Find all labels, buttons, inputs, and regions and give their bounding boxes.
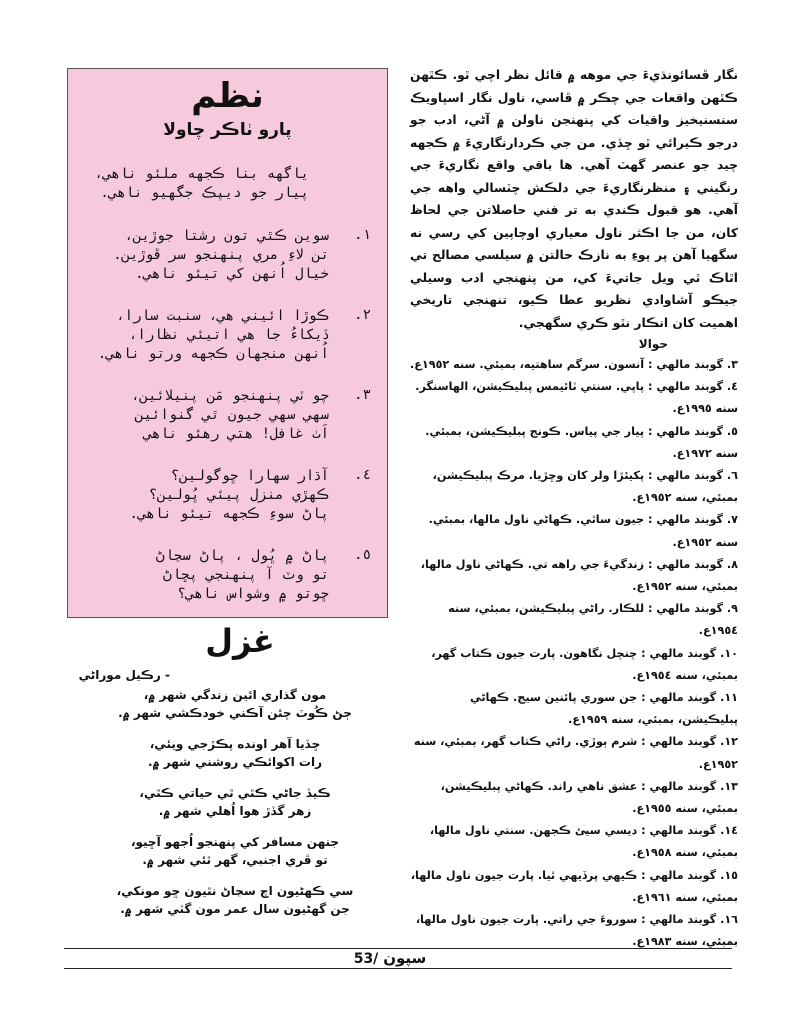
ghazal-couplet <box>110 686 360 722</box>
ghazal-couplet <box>110 882 360 918</box>
reference-item: ٩. گوبند مالهي : للڪار. راڻي پبليڪيشن، بمبئي، سنه ١٩٥٤ع. <box>448 602 738 638</box>
references-heading: حوالا <box>638 337 668 351</box>
couplet-line: تو ڦري اجنبي، گهر ٿئي شهر ۾. <box>142 853 328 867</box>
stanza-number: ٢. <box>354 307 371 323</box>
poem-line: خيال اُنهن کي تيئو ناهي. <box>135 266 329 282</box>
poem-line: ڪهڙي منزل پيئي ڀُولين؟ <box>148 487 329 503</box>
couplet-line: ڇڏيا آهر اونده پڪڙجي ويئي، <box>149 737 321 751</box>
poem-line: ياگهه بنا ڪجهه ملئو ناهي، <box>94 166 309 182</box>
reference-item: ١٠. گوبند مالهي : چنچل نگاهون. پارت جيون ڪتاب گهر، بمبئي، سنه ١٩٥٤ع. <box>431 646 738 682</box>
reference-item: ٣. گوبند مالهي : آنسون. سرگم ساهتيه، بمبئي. سنه ١٩٥٢ع. <box>410 358 738 371</box>
ghazal-couplet <box>110 735 360 771</box>
ghazal-couplet <box>110 784 360 820</box>
poem-line: ڇوتو ۾ وشواس ناهي؟ <box>177 586 329 602</box>
poem-line: سهي سهي جيون ٿي گنوائين <box>135 407 329 423</box>
stanza-number: ٥. <box>354 547 371 563</box>
paragraph: نگار ڦسائونڌيءَ جي موهه ۾ قائل نظر اچي ٿو. ڪٿهن ڪٿهن واقعات جي چڪر ۾ ڦاسي، ناول نگار اسپاويڪ سنسنيخيز واقيات کي پنهنجن ناولن ۾ آڻي، ادب جو درجو ڪيرائي ٿو ڇڏي. من جي ڪردارنگاريءَ ۾ ڪجهه چيد جو عنصر گهٽ آهي. ها باقي واقع نگاريءَ جي رنگيني ۽ منظرنگاريءَ جي دلڪش چٽسالي واهه جي آهي. هو قبول ڪندي به تر فني حاصلاتن جي لحاظ کان، من جا اڪثر ناول معياري اوچاپين کي رسي نه سگهيا آهن پر پوءِ به نازڪ حالتن ۾ سيلسي مصالح تي اٿاڪ ٿي ويل جاتيءَ کي، من پنهنجي ادب وسيلي جيڪو آشاوادي نظريو عطا ڪيو، تنهنجي تاريخي اهميت کان انڪار نٿو ڪري سگهجي. <box>410 68 738 330</box>
reference-item: ١٣. گوبند مالهي : عشق ناهي راند. ڪهاڻي پبليڪيشن، بمبئي، سنه ١٩٥٥ع. <box>440 779 738 816</box>
couplet-line: ڄڻ ڪُوٽ چئن آڪني خودڪشي شهر ۾. <box>118 706 352 720</box>
reference-item: ١٥. گوبند مالهي : ڪيهي پرڏيهي ٿيا. پارت جيون ناول مالها، بمبئي، سنه ١٩٦١ع. <box>410 868 738 904</box>
nazm-poet: پارو ٺاڪر چاولا <box>163 120 292 140</box>
page-footer <box>320 948 460 969</box>
stanza-number: ١. <box>354 227 371 243</box>
couplet-line: جنهن مسافر کي پنهنجو اُجهو آڇيو، <box>130 835 340 849</box>
couplet-line: سي ڪهڻيون اچ سڃاڻ نٿيون ڇو مونکي، <box>116 884 354 898</box>
magazine-name: سپون <box>383 949 427 967</box>
poem-line: پيار جو ديپڪ جگهيو ناهي. <box>100 185 309 201</box>
stanza-number: ٤. <box>354 467 371 483</box>
couplet-line: رات اکوائڪي روشني شهر ۾. <box>147 755 323 769</box>
nazm-heading: نظم <box>191 76 264 116</box>
couplet-line: مون گذاري ائين زندگي شهر ۾، <box>143 688 327 702</box>
stanza-number: ٣. <box>354 387 371 403</box>
article-column <box>410 64 738 953</box>
poem-line: پاڻ ۾ ڀُول ، پاڻ سڃاڻ <box>155 548 329 564</box>
poem-line: آڌار سهارا ڇوگولين؟ <box>171 468 329 484</box>
ghazal-couplets <box>110 686 360 931</box>
poem-line: ڪوڙا ائيني هي، سنبت سارا، <box>116 308 329 324</box>
reference-item: ٥. گوبند مالهي : پيار جي پياس. ڪونج پبليڪيشن، بمبئي. سنه ١٩٧٢ع. <box>425 424 738 460</box>
poem-line: تو وٽ آ پنهنجي پڇاڻ <box>162 567 329 583</box>
couplet-line: زهر گڏڙ هوا اُهلي شهر ۾. <box>158 804 312 818</box>
article-prose <box>410 64 738 334</box>
poem-line: اَٺ غافل! هتي رهئو ناهي <box>143 426 329 442</box>
ghazal-heading: غزل <box>205 622 275 660</box>
reference-item: ٤. گوبند مالهي : پاپي. سنتي ٽائيمس پبليڪيشن، الهاسنگر. سنه ١٩٩٥ع. <box>415 380 738 416</box>
couplet-line: ڪيڏ جاڻي ڪٿي ٿي حياتي ڪٿي، <box>139 786 331 800</box>
poem-line: پاڻ سوءِ ڪجهه تيئو ناهي. <box>129 506 329 522</box>
reference-item: ٦. گوبند مالهي : پکيئڙا ولر کان وڇڙيا. مرڪ پبليڪيشن، بمبئي، سنه ١٩٥٢ع. <box>432 469 738 505</box>
references-list <box>410 354 738 953</box>
reference-item: ١٢. گوبند مالهي : شرم ٻوڙي. راڻي ڪتاب گهر، بمبئي، سنه ١٩٥٢ع. <box>413 735 738 771</box>
page-number: 53/ <box>353 951 379 967</box>
reference-item: ١١. گوبند مالهي : جن سوري پائنين سيج. ڪهاڻي پبليڪيشن، بمبئي، سنه ١٩٥٩ع. <box>470 691 738 727</box>
reference-item: ٧. گوبند مالهي : جيون ساٿي. ڪهاڻي ناول مالها، بمبئي. سنه ١٩٥٢ع. <box>428 513 738 549</box>
reference-item: ٨. گوبند مالهي : زندگيءَ جي راهه تي. ڪهاڻي ناول مالها، بمبئي، سنه ١٩٥٢ع. <box>420 557 738 594</box>
poem-line: تن لاءِ مري پنهنجو سر ڦوڙين. <box>113 247 329 263</box>
poem-line: چو ٽي پنهنجو مَن پنيلائين، <box>131 388 329 404</box>
reference-item: ١٤. گوبند مالهي : ديسي سيئ ڪجهن. سنتي ناول مالها، بمبئي، سنه ١٩٥٨ع. <box>429 824 738 860</box>
poem-line: ڏيکاءُ جا هي اتيئي نظارا، <box>128 327 329 343</box>
poem-line: سوين ڪٿي تون رشتا جوڙين، <box>124 228 329 244</box>
ghazal-couplet <box>110 833 360 869</box>
nazm-box <box>67 68 388 618</box>
reference-item: ١٦. گوبند مالهي : سوروءَ جي راتي. پارت جيون ناول مالها، بمبئي، سنه ١٩٨٣ع. <box>415 913 738 949</box>
poem-line: اُنهن منجهان ڪجهه ورتو ناهي. <box>97 346 329 362</box>
couplet-line: جن گهڻيون سال عمر مون گٽي شهر ۾. <box>120 902 350 916</box>
ghazal-poet: - رڪيل موراڻي <box>78 668 170 682</box>
